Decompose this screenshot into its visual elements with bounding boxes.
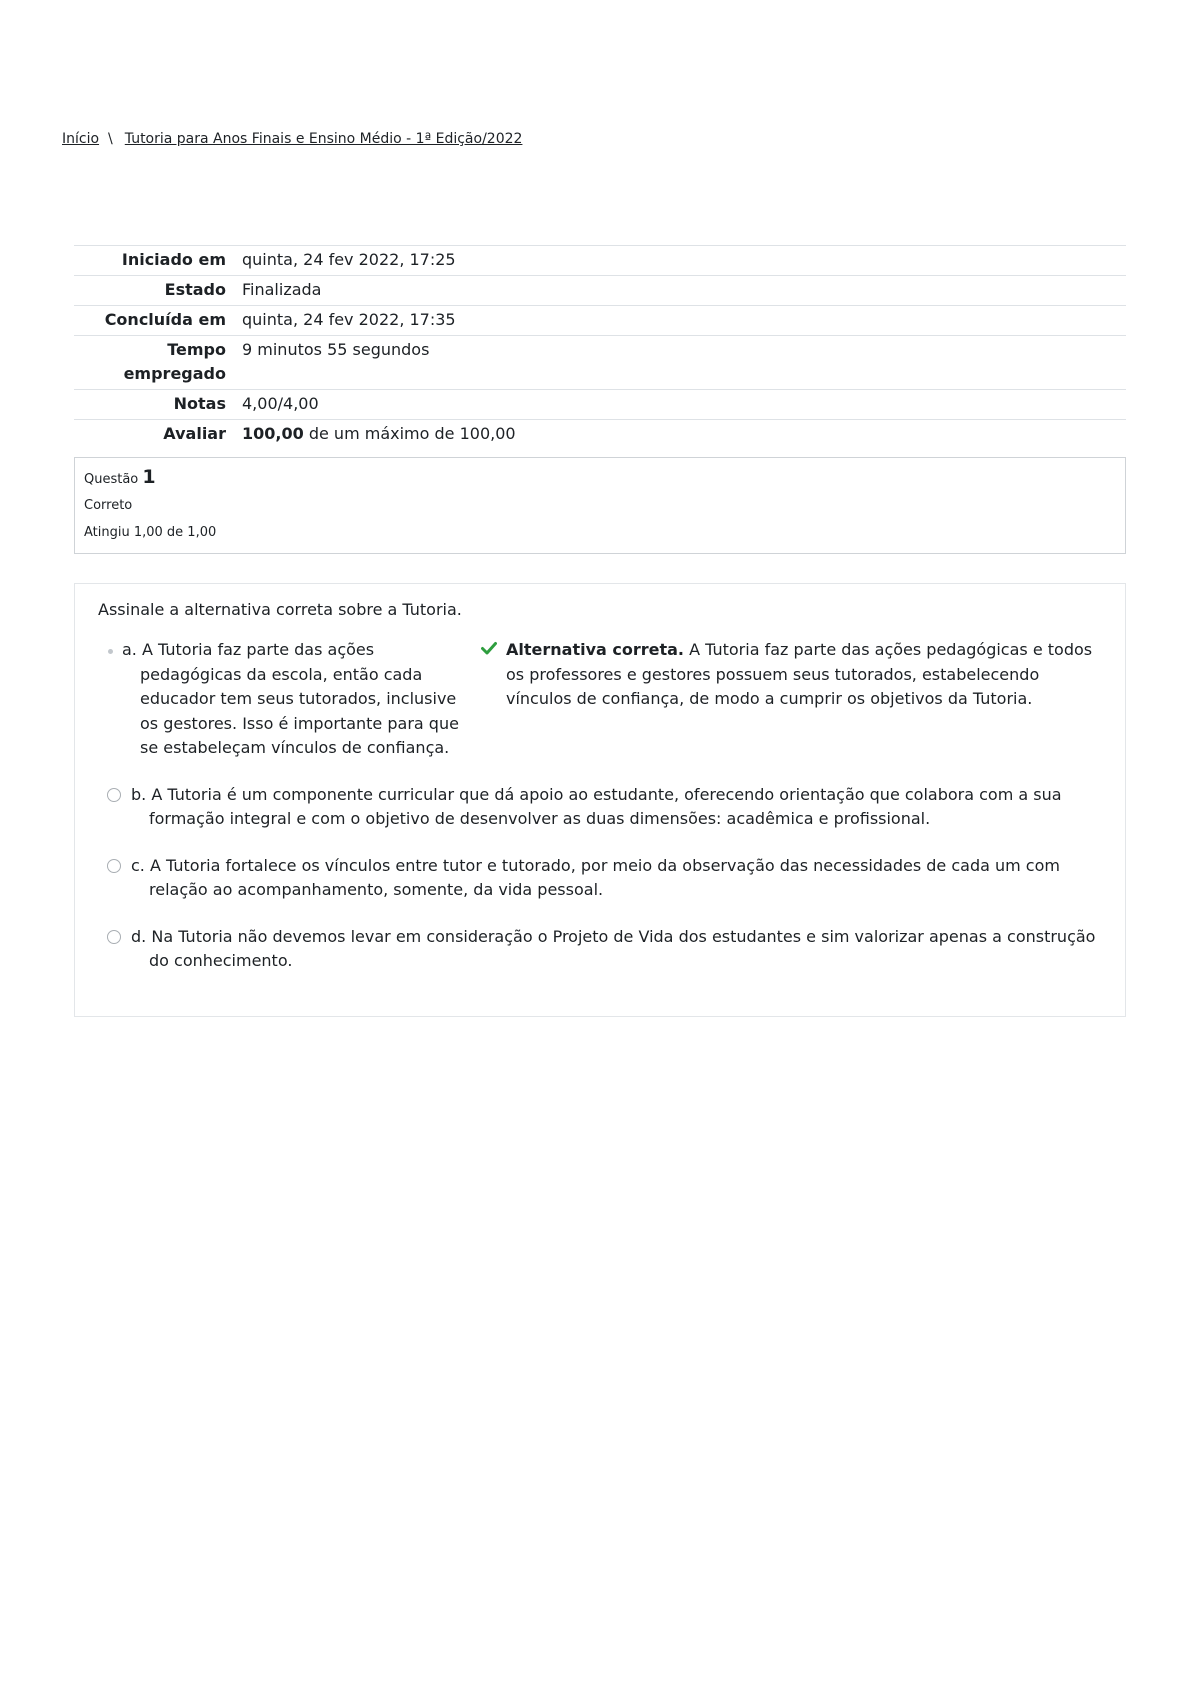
option-feedback — [506, 638, 1096, 761]
question-info-box — [74, 457, 1126, 554]
option-letter: c. — [131, 855, 145, 875]
question-state: Correto — [84, 498, 133, 513]
breadcrumb-separator: \ — [108, 131, 113, 147]
radio-button[interactable] — [107, 788, 121, 802]
grade-value: 100,00 — [242, 424, 304, 443]
summary-row-time-taken — [74, 336, 1126, 390]
summary-value: quinta, 24 fev 2022, 17:35 — [242, 306, 1126, 336]
breadcrumb — [62, 131, 522, 147]
option-text-wrap — [98, 854, 1102, 903]
question-label: Questão — [84, 472, 139, 487]
summary-label: Iniciado em — [74, 246, 242, 276]
question-number — [84, 467, 1116, 490]
summary-value: Finalizada — [242, 276, 1126, 306]
check-icon — [468, 638, 506, 761]
summary-row-started — [74, 246, 1126, 276]
summary-value — [242, 420, 1126, 450]
breadcrumb-course-link[interactable]: Tutoria para Anos Finais e Ensino Médio - 1ª Edição/2022 — [124, 131, 523, 147]
summary-row-state — [74, 276, 1126, 306]
summary-label: Avaliar — [74, 420, 242, 450]
summary-label: Concluída em — [74, 306, 242, 336]
option-a-text-wrap — [98, 638, 468, 761]
summary-label: Tempo empregado — [74, 336, 242, 390]
breadcrumb-home-link[interactable]: Início — [62, 131, 100, 147]
summary-row-grade — [74, 420, 1126, 450]
feedback-title: Alternativa correta. — [506, 640, 685, 659]
summary-label: Estado — [74, 276, 242, 306]
option-text-wrap — [98, 783, 1102, 832]
option-b[interactable] — [98, 783, 1102, 832]
question-grade: Atingiu 1,00 de 1,00 — [84, 525, 217, 540]
question-number-value: 1 — [142, 466, 156, 488]
summary-label: Notas — [74, 390, 242, 420]
radio-button[interactable] — [107, 930, 121, 944]
grade-max: de um máximo de 100,00 — [303, 424, 516, 443]
option-text-wrap — [98, 925, 1102, 974]
option-letter: a. — [122, 640, 137, 659]
option-text: A Tutoria fortalece os vínculos entre tutor e tutorado, por meio da observação das necessidades de cada um com relação ao acompanhamento, somente, da vida pessoal. — [149, 855, 1060, 899]
question-formulation — [74, 583, 1126, 1017]
option-text: Na Tutoria não devemos levar em consideração o Projeto de Vida dos estudantes e sim valorizar apenas a construção do conhecimento. — [149, 926, 1096, 970]
option-a — [98, 638, 1102, 761]
summary-value: 4,00/4,00 — [242, 390, 1126, 420]
quiz-summary-table — [74, 245, 1126, 449]
option-letter: d. — [131, 926, 147, 946]
option-text: A Tutoria é um componente curricular que dá apoio ao estudante, oferecendo orientação que colabora com a sua formação integral e com o objetivo de desenvolver as duas dimensões: acadêmica e profissional. — [149, 784, 1062, 828]
summary-row-marks — [74, 390, 1126, 420]
radio-button[interactable] — [107, 859, 121, 873]
question-text: Assinale a alternativa correta sobre a Tutoria. — [98, 600, 462, 619]
option-d[interactable] — [98, 925, 1102, 974]
option-text: A Tutoria faz parte das ações pedagógicas da escola, então cada educador tem seus tutorados, inclusive os gestores. Isso é importante para que se estabeleçam vínculos de confiança. — [140, 640, 459, 757]
option-letter: b. — [131, 784, 147, 804]
selected-dot-icon — [108, 649, 113, 654]
summary-row-completed — [74, 306, 1126, 336]
feedback-text: A Tutoria faz parte das ações pedagógicas e todos os professores e gestores possuem seus tutorados, estabelecendo vínculos de confiança, de modo a cumprir os objetivos da Tutoria. — [506, 640, 1093, 708]
answer-options — [98, 638, 1102, 974]
option-c[interactable] — [98, 854, 1102, 903]
summary-value: 9 minutos 55 segundos — [242, 336, 1126, 390]
summary-value: quinta, 24 fev 2022, 17:25 — [242, 246, 1126, 276]
